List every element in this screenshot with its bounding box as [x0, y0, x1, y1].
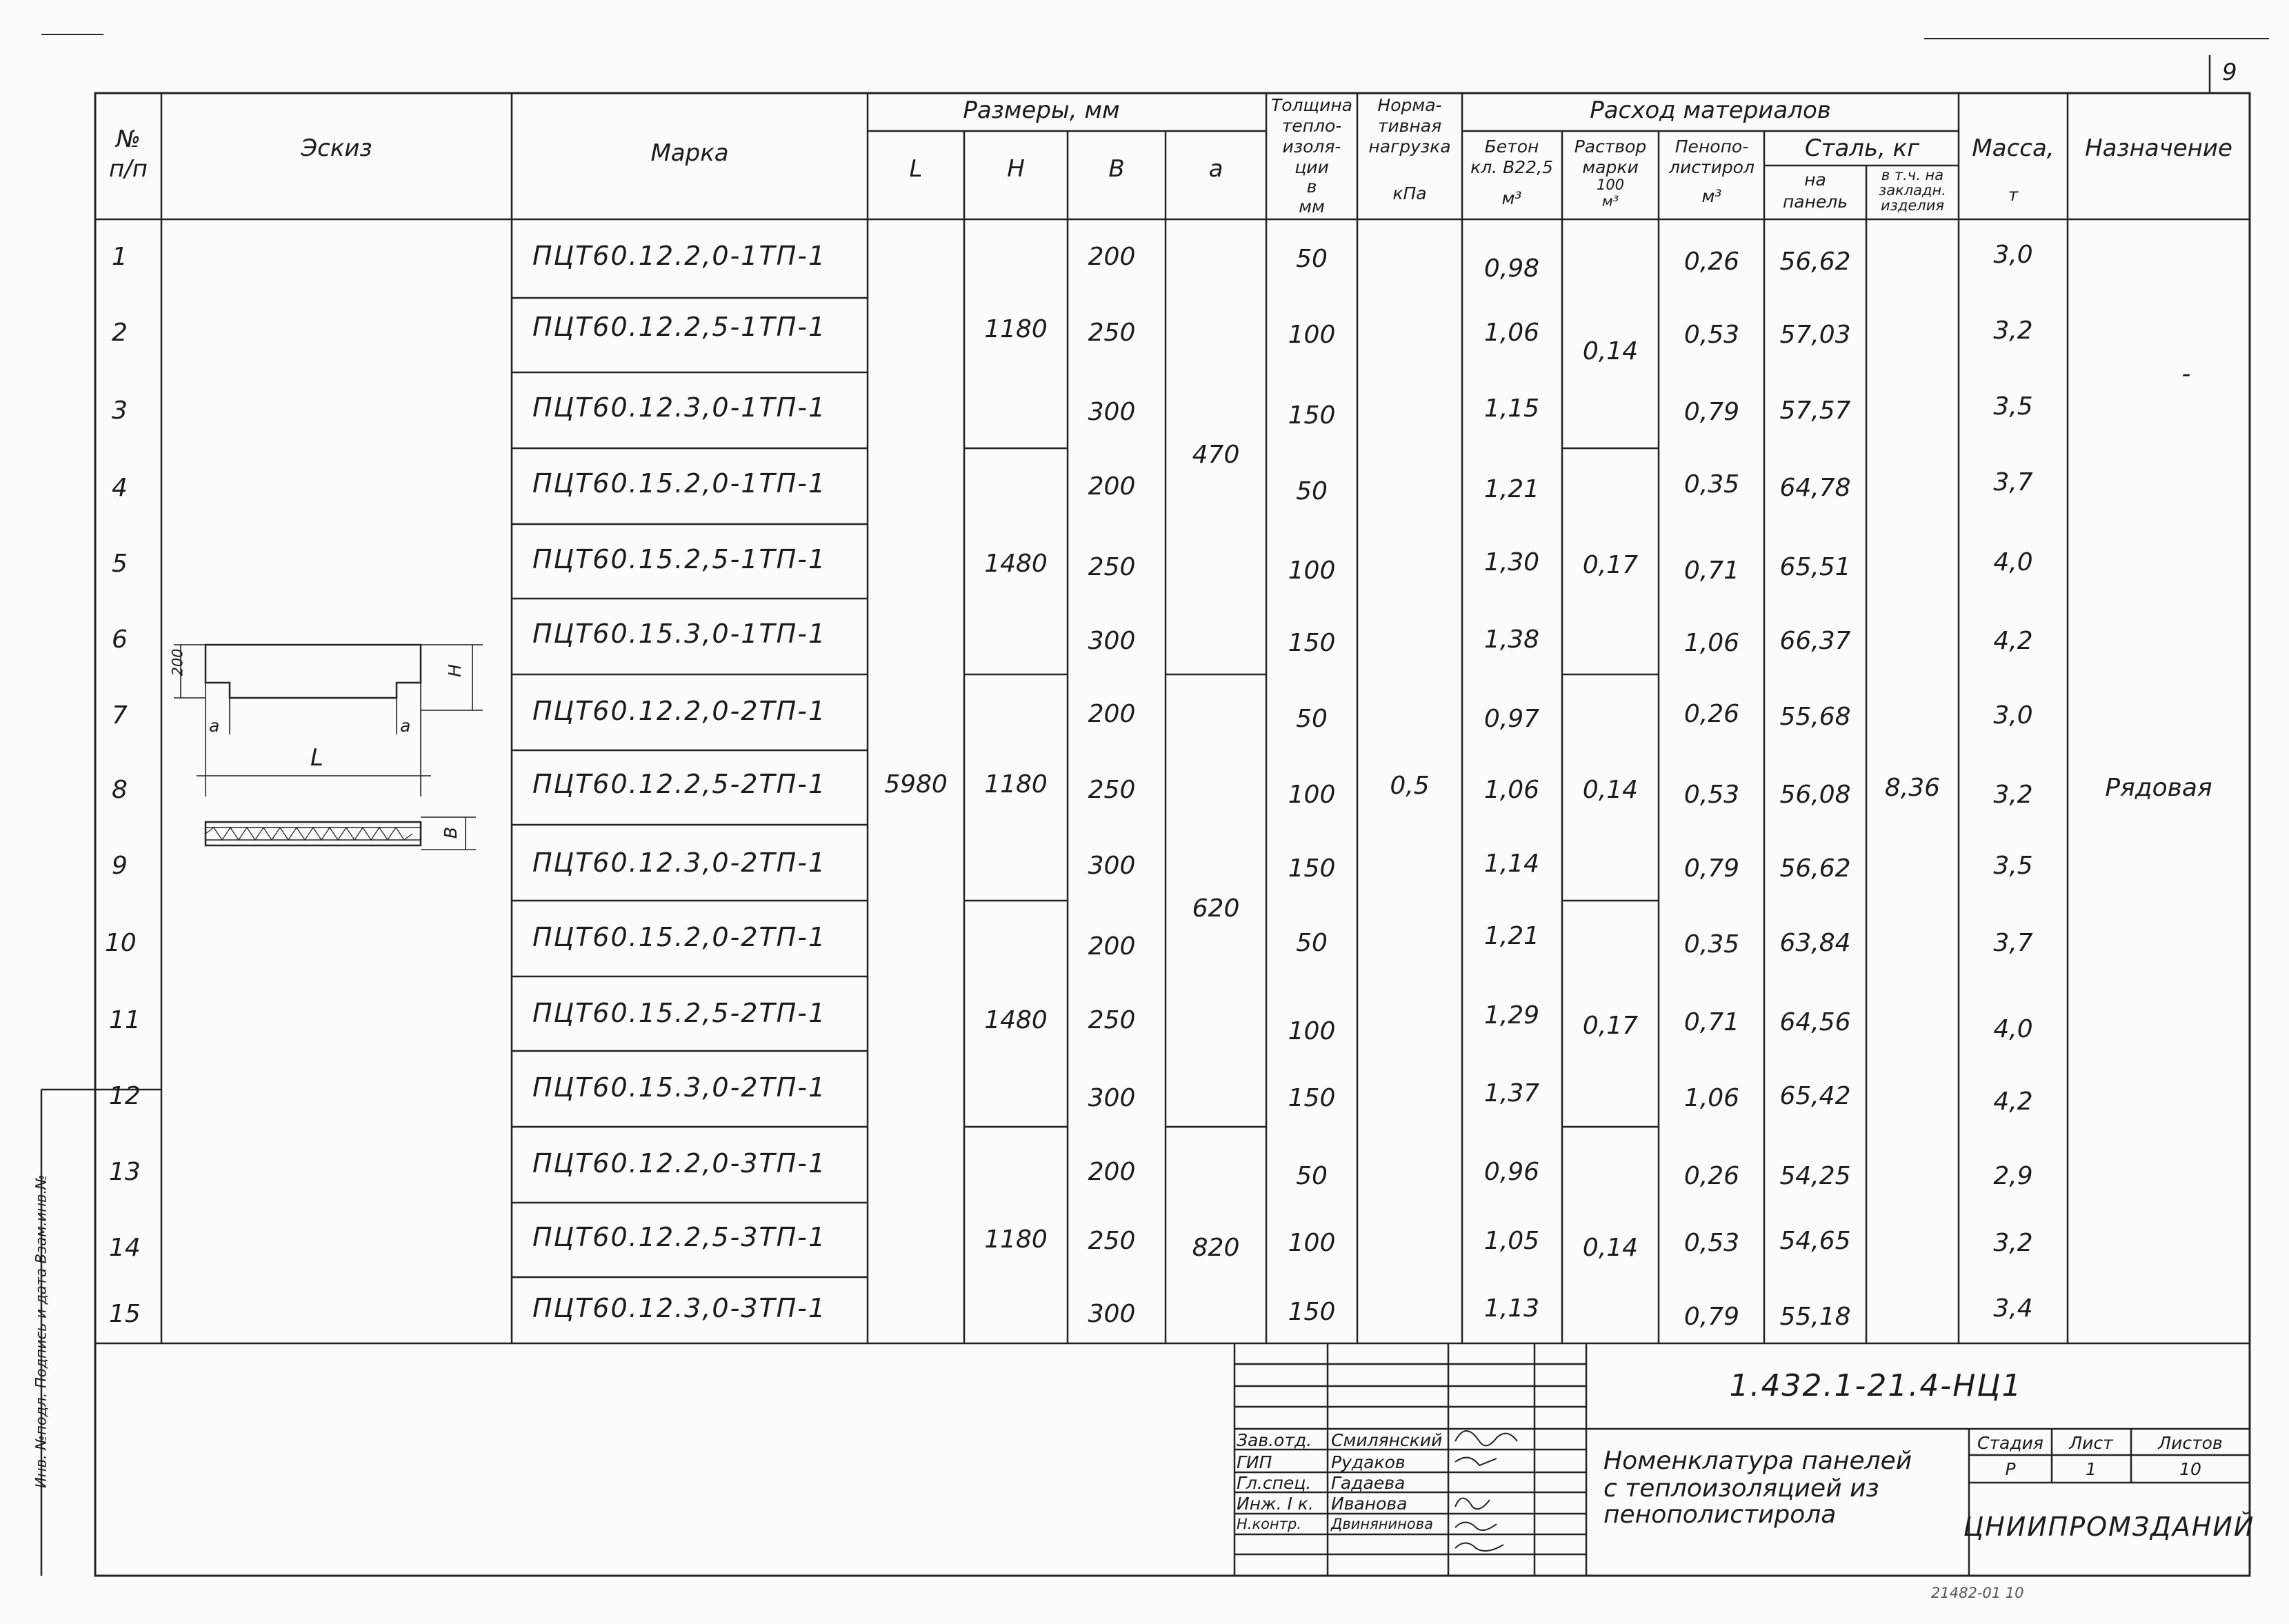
row-steel: 54,65 — [1779, 1227, 1851, 1255]
header-H: H — [1007, 155, 1025, 183]
header-peno-2: листирол — [1669, 157, 1755, 177]
row-peno: 0,35 — [1683, 930, 1740, 959]
row-number: 14 — [109, 1234, 141, 1262]
row-number: 4 — [112, 474, 128, 502]
header-steel-embed-2: закладн. — [1879, 182, 1946, 199]
header-sketch: Эскиз — [301, 134, 372, 162]
row-beton: 1,14 — [1483, 850, 1540, 878]
row-marka: ПЦТ60.12.2,0-2ТП-1 — [532, 696, 827, 726]
header-load-1: Норма- — [1377, 95, 1442, 115]
row-b: 300 — [1088, 1084, 1136, 1112]
merged-steel-embed: 8,36 — [1884, 774, 1941, 802]
row-number: 2 — [112, 319, 128, 347]
stamp-bottom-note: 21482-01 10 — [1931, 1585, 2024, 1601]
row-mass: 3,2 — [1993, 1229, 2033, 1257]
stamp-org: ЦНИИПРОМЗДАНИЙ — [1963, 1512, 2255, 1542]
row-steel: 56,62 — [1779, 854, 1851, 883]
row-beton: 1,37 — [1483, 1079, 1540, 1107]
sketch-dim-H: H — [444, 664, 465, 677]
sketch-dim-B: B — [441, 826, 461, 839]
stamp-role-2: ГИП — [1237, 1452, 1272, 1472]
merged-rastvor-1: 0,14 — [1582, 337, 1639, 365]
row-peno: 0,53 — [1683, 1229, 1740, 1257]
stamp-sheets: 10 — [2179, 1459, 2201, 1479]
row-b: 200 — [1088, 932, 1136, 961]
header-a: a — [1208, 155, 1223, 183]
header-beton-1: Бетон — [1484, 137, 1539, 157]
row-number: 1 — [112, 243, 128, 271]
header-peno-1: Пенопо- — [1675, 137, 1749, 157]
header-beton-3: м³ — [1501, 188, 1522, 208]
side-stamp: Инв. №подл. Подпись и дата Взам.инв.№ — [32, 1174, 50, 1488]
header-ins-4: ции — [1295, 157, 1329, 177]
row-insulation: 100 — [1288, 1017, 1336, 1045]
stamp-name-1: Смилянский — [1331, 1430, 1443, 1450]
row-marka: ПЦТ60.15.2,5-2ТП-1 — [532, 998, 827, 1028]
row-beton: 1,06 — [1483, 319, 1540, 347]
sketch-dim-L: L — [310, 744, 323, 772]
merged-H-3: 1180 — [984, 770, 1048, 799]
row-steel: 54,25 — [1779, 1162, 1851, 1190]
sketch-dim-a-right: a — [400, 716, 411, 736]
merged-a-1: 470 — [1192, 441, 1240, 469]
page-number: 9 — [2222, 59, 2237, 86]
row-beton: 1,05 — [1483, 1227, 1540, 1255]
row-mass: 3,0 — [1993, 241, 2033, 269]
header-marka: Марка — [650, 139, 729, 167]
row-marka: ПЦТ60.12.2,0-3ТП-1 — [532, 1148, 827, 1179]
row-number: 15 — [109, 1300, 141, 1328]
header-rastvor-4: м³ — [1601, 193, 1619, 210]
row-number: 6 — [112, 625, 128, 654]
header-rastvor-3: 100 — [1596, 177, 1625, 193]
row-mass: 3,5 — [1993, 852, 2033, 880]
row-marka: ПЦТ60.12.3,0-3ТП-1 — [532, 1293, 827, 1323]
row-beton: 1,21 — [1483, 922, 1540, 950]
row-insulation: 100 — [1288, 321, 1336, 349]
row-peno: 0,79 — [1683, 398, 1740, 426]
row-insulation: 150 — [1288, 401, 1336, 430]
purpose-dash: - — [2181, 360, 2191, 388]
row-steel: 66,37 — [1779, 627, 1851, 655]
row-mass: 4,0 — [1993, 548, 2033, 577]
row-steel: 64,56 — [1779, 1008, 1851, 1036]
merged-rastvor-5: 0,14 — [1582, 1234, 1639, 1262]
header-purpose: Назначение — [2085, 134, 2232, 162]
sketch-dim-200: 200 — [169, 648, 186, 676]
row-beton: 1,21 — [1483, 475, 1540, 503]
row-mass: 3,4 — [1993, 1294, 2033, 1323]
row-marka: ПЦТ60.12.3,0-2ТП-1 — [532, 848, 827, 878]
header-num-1: № — [116, 126, 141, 153]
row-b: 200 — [1088, 1158, 1136, 1186]
header-steel-embed-3: изделия — [1881, 197, 1944, 214]
row-beton: 0,98 — [1483, 254, 1540, 283]
row-steel: 56,08 — [1779, 781, 1851, 809]
row-b: 250 — [1088, 319, 1136, 347]
row-number: 7 — [112, 701, 128, 730]
row-mass: 2,9 — [1993, 1162, 2033, 1190]
row-b: 300 — [1088, 398, 1136, 426]
row-beton: 1,15 — [1483, 394, 1540, 423]
row-marka: ПЦТ60.12.2,5-3ТП-1 — [532, 1222, 827, 1252]
row-number: 13 — [109, 1158, 141, 1186]
stamp-name-4: Иванова — [1331, 1494, 1408, 1514]
stamp-role-3: Гл.спец. — [1237, 1473, 1312, 1493]
row-number: 12 — [109, 1082, 141, 1110]
stamp-stage: Р — [2005, 1459, 2016, 1479]
header-load-4: кПа — [1392, 183, 1427, 203]
row-insulation: 150 — [1288, 1084, 1336, 1112]
row-peno: 0,79 — [1683, 1303, 1740, 1331]
row-marka: ПЦТ60.15.2,5-1ТП-1 — [532, 544, 827, 574]
sketch-dim-a-left: a — [209, 716, 220, 736]
header-steel-panel-1: на — [1804, 170, 1826, 190]
row-b: 200 — [1088, 243, 1136, 271]
row-marka: ПЦТ60.12.3,0-1ТП-1 — [532, 392, 827, 423]
row-marka: ПЦТ60.15.3,0-1ТП-1 — [532, 619, 827, 649]
header-rastvor-1: Раствор — [1574, 137, 1647, 157]
row-number: 11 — [109, 1006, 141, 1034]
row-steel: 57,03 — [1779, 321, 1851, 349]
merged-H-4: 1480 — [984, 1006, 1048, 1034]
row-b: 200 — [1088, 472, 1136, 501]
stamp-role-1: Зав.отд. — [1237, 1430, 1312, 1450]
row-marka: ПЦТ60.15.3,0-2ТП-1 — [532, 1072, 827, 1103]
row-b: 250 — [1088, 776, 1136, 804]
row-steel: 57,57 — [1779, 397, 1851, 425]
row-insulation: 50 — [1296, 1162, 1328, 1190]
row-b: 300 — [1088, 1300, 1136, 1328]
header-ins-6: мм — [1299, 197, 1325, 217]
row-beton: 1,38 — [1483, 625, 1540, 654]
stamp-role-4: Инж. I к. — [1237, 1494, 1314, 1514]
merged-H-1: 1180 — [984, 315, 1048, 343]
header-mass-1: Масса, — [1972, 134, 2055, 162]
row-b: 300 — [1088, 852, 1136, 880]
row-beton: 1,13 — [1483, 1294, 1540, 1323]
merged-purpose: Рядовая — [2105, 774, 2212, 802]
row-number: 5 — [112, 550, 128, 578]
header-load-2: тивная — [1377, 116, 1442, 136]
stamp-sheet: 1 — [2086, 1459, 2097, 1479]
merged-rastvor-2: 0,17 — [1582, 551, 1639, 579]
row-b: 250 — [1088, 1006, 1136, 1034]
stamp-title-2: с теплоизоляцией из — [1603, 1474, 1879, 1503]
row-insulation: 100 — [1288, 1229, 1336, 1257]
row-steel: 63,84 — [1779, 929, 1851, 957]
merged-rastvor-3: 0,14 — [1582, 776, 1639, 804]
row-steel: 56,62 — [1779, 248, 1851, 276]
stamp-name-3: Гадаева — [1331, 1473, 1406, 1493]
row-peno: 0,53 — [1683, 781, 1740, 809]
row-insulation: 100 — [1288, 781, 1336, 809]
row-peno: 0,35 — [1683, 470, 1740, 499]
panel-sketch — [174, 645, 483, 850]
header-ins-5: в — [1306, 177, 1317, 197]
header-mass-2: т — [2008, 185, 2019, 205]
row-beton: 1,29 — [1483, 1001, 1540, 1030]
row-peno: 0,79 — [1683, 854, 1740, 883]
row-steel: 55,68 — [1779, 703, 1851, 731]
row-mass: 3,2 — [1993, 781, 2033, 809]
row-insulation: 150 — [1288, 629, 1336, 657]
row-mass: 3,7 — [1993, 468, 2033, 497]
merged-H-5: 1180 — [984, 1225, 1048, 1254]
row-peno: 0,26 — [1683, 1162, 1740, 1190]
row-b: 300 — [1088, 627, 1136, 655]
merged-a-3: 820 — [1192, 1234, 1240, 1262]
row-beton: 0,96 — [1483, 1158, 1540, 1186]
row-mass: 3,5 — [1993, 392, 2033, 421]
row-insulation: 50 — [1296, 245, 1328, 273]
merged-rastvor-4: 0,17 — [1582, 1012, 1639, 1040]
stamp-sheets-label: Листов — [2158, 1433, 2223, 1453]
row-marka: ПЦТ60.15.2,0-1ТП-1 — [532, 468, 827, 499]
row-beton: 1,30 — [1483, 548, 1540, 577]
stamp-title-1: Номенклатура панелей — [1603, 1447, 1912, 1475]
row-insulation: 50 — [1296, 477, 1328, 505]
header-L: L — [909, 155, 923, 183]
row-marka: ПЦТ60.12.2,5-1ТП-1 — [532, 312, 827, 342]
row-mass: 3,7 — [1993, 929, 2033, 957]
row-number: 10 — [105, 929, 137, 957]
header-ins-2: тепло- — [1281, 116, 1342, 136]
row-steel: 64,78 — [1779, 474, 1851, 502]
header-num-2: п/п — [109, 155, 148, 183]
stamp-code: 1.432.1-21.4-НЦ1 — [1729, 1368, 2023, 1403]
stamp-sheet-label: Лист — [2069, 1433, 2113, 1453]
row-number: 9 — [112, 852, 128, 880]
stamp-role-5: Н.контр. — [1237, 1516, 1301, 1532]
row-peno: 0,26 — [1683, 700, 1740, 728]
row-peno: 1,06 — [1683, 1084, 1740, 1112]
row-beton: 0,97 — [1483, 705, 1540, 733]
row-b: 250 — [1088, 553, 1136, 581]
header-ins-3: изоля- — [1282, 137, 1341, 157]
row-peno: 0,53 — [1683, 321, 1740, 349]
row-peno: 1,06 — [1683, 629, 1740, 657]
row-beton: 1,06 — [1483, 776, 1540, 804]
row-insulation: 50 — [1296, 929, 1328, 957]
merged-H-2: 1480 — [984, 550, 1048, 578]
merged-a-2: 620 — [1192, 894, 1240, 923]
row-marka: ПЦТ60.12.2,0-1ТП-1 — [532, 241, 827, 271]
row-mass: 3,2 — [1993, 317, 2033, 345]
row-number: 3 — [112, 397, 128, 425]
row-insulation: 100 — [1288, 557, 1336, 585]
header-peno-3: м³ — [1701, 186, 1722, 206]
header-load-3: нагрузка — [1368, 137, 1451, 157]
header-steel-panel-2: панель — [1782, 192, 1848, 212]
header-B: B — [1108, 155, 1125, 183]
row-number: 8 — [112, 776, 128, 804]
row-steel: 65,42 — [1779, 1082, 1851, 1110]
row-insulation: 50 — [1296, 705, 1328, 733]
row-steel: 55,18 — [1779, 1303, 1851, 1331]
header-ins-1: Толщина — [1270, 95, 1353, 115]
stamp-title-3: пенополистирола — [1603, 1501, 1837, 1529]
row-insulation: 150 — [1288, 1298, 1336, 1326]
stamp-name-2: Рудаков — [1331, 1452, 1406, 1472]
row-mass: 4,0 — [1993, 1015, 2033, 1043]
row-marka: ПЦТ60.12.2,5-2ТП-1 — [532, 769, 827, 799]
merged-L: 5980 — [884, 770, 948, 799]
row-marka: ПЦТ60.15.2,0-2ТП-1 — [532, 922, 827, 952]
row-mass: 3,0 — [1993, 701, 2033, 730]
row-mass: 4,2 — [1993, 1087, 2033, 1116]
header-steel-embed-1: в т.ч. на — [1881, 167, 1944, 183]
stamp-stage-label: Стадия — [1977, 1433, 2043, 1453]
row-peno: 0,71 — [1683, 557, 1740, 585]
merged-load: 0,5 — [1390, 772, 1430, 800]
header-materials: Расход материалов — [1590, 97, 1831, 124]
row-mass: 4,2 — [1993, 627, 2033, 655]
row-b: 250 — [1088, 1227, 1136, 1255]
header-dims: Размеры, мм — [963, 97, 1120, 124]
row-b: 200 — [1088, 700, 1136, 728]
row-peno: 0,26 — [1683, 248, 1740, 276]
row-insulation: 150 — [1288, 854, 1336, 883]
row-steel: 65,51 — [1779, 553, 1851, 581]
header-steel: Сталь, кг — [1804, 134, 1920, 162]
row-peno: 0,71 — [1683, 1008, 1740, 1036]
stamp-name-5: Двинянинова — [1331, 1516, 1433, 1532]
header-rastvor-2: марки — [1582, 157, 1639, 177]
header-beton-2: кл. В22,5 — [1470, 157, 1553, 177]
